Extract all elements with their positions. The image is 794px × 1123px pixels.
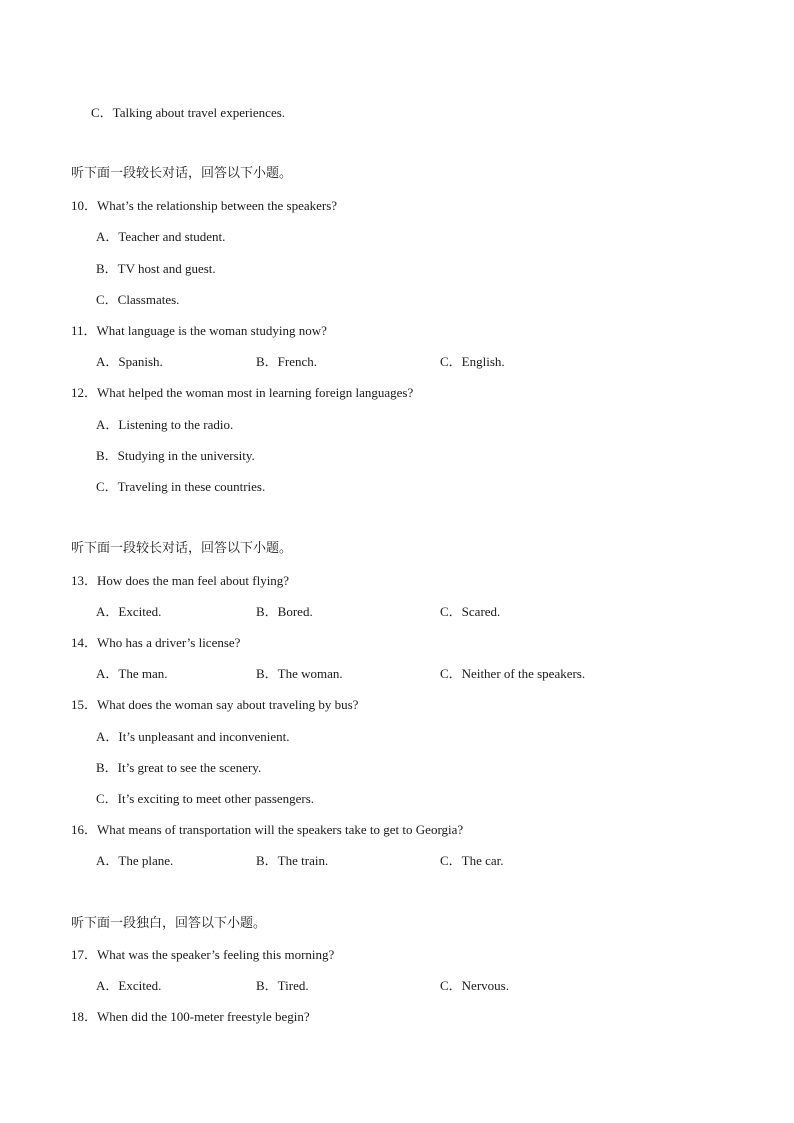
option-b: B．Studying in the university.: [96, 448, 255, 463]
option-a: A．Excited.: [96, 604, 162, 619]
stray-option: C．Talking about travel experiences.: [91, 105, 286, 120]
question-17: [71, 947, 334, 963]
option-b: B．French.: [256, 354, 318, 369]
question-text: What language is the woman studying now?: [96, 323, 327, 338]
option-b: B．The woman.: [256, 666, 343, 681]
section-heading: 听下面一段较长对话，回答以下小题。: [71, 541, 293, 556]
question-text: What helped the woman most in learning foreign languages?: [97, 385, 414, 400]
question-text: What means of transportation will the speakers take to get to Georgia?: [97, 822, 464, 837]
option-b: B．TV host and guest.: [96, 261, 216, 276]
question-number: 17．: [71, 947, 98, 962]
question-number: 16．: [71, 822, 98, 837]
option-c: C．English.: [440, 354, 505, 369]
option-a: A．It’s unpleasant and inconvenient.: [96, 729, 290, 744]
question-10: [71, 198, 337, 214]
option-b: B．Tired.: [256, 978, 309, 993]
option-b: B．The train.: [256, 853, 329, 868]
option-c: C．The car.: [440, 853, 504, 868]
question-text: How does the man feel about flying?: [97, 573, 290, 588]
option-a: A．Teacher and student.: [96, 229, 226, 244]
question-16: [71, 822, 463, 838]
question-number: 10．: [71, 198, 98, 213]
option-b: B．It’s great to see the scenery.: [96, 760, 262, 775]
option-b: B．Bored.: [256, 604, 313, 619]
question-13: [71, 573, 289, 589]
question-15: [71, 697, 358, 713]
question-number: 14．: [71, 635, 98, 650]
option-c: C．Neither of the speakers.: [440, 666, 586, 681]
section-heading: 听下面一段较长对话，回答以下小题。: [71, 166, 293, 181]
question-text: What does the woman say about traveling by bus?: [97, 697, 359, 712]
question-number: 13．: [71, 573, 98, 588]
question-number: 18．: [71, 1009, 98, 1024]
option-a: A．Excited.: [96, 978, 162, 993]
option-c: C．Scared.: [440, 604, 501, 619]
question-14: [71, 635, 240, 651]
question-text: Who has a driver’s license?: [97, 635, 241, 650]
question-12: [71, 385, 413, 401]
section-heading: 听下面一段独白，回答以下小题。: [71, 916, 267, 931]
question-18: [71, 1009, 310, 1025]
question-text: When did the 100-meter freestyle begin?: [97, 1009, 310, 1024]
option-c: C．It’s exciting to meet other passengers.: [96, 791, 315, 806]
question-text: What was the speaker’s feeling this morning?: [97, 947, 335, 962]
option-c: C．Traveling in these countries.: [96, 479, 266, 494]
option-c: C．Nervous.: [440, 978, 509, 993]
question-number: 12．: [71, 385, 98, 400]
question-text: What’s the relationship between the speakers?: [97, 198, 338, 213]
question-11: [71, 323, 327, 339]
question-number: 15．: [71, 697, 98, 712]
option-a: A．Listening to the radio.: [96, 417, 234, 432]
option-a: A．Spanish.: [96, 354, 163, 369]
option-c: C．Classmates.: [96, 292, 180, 307]
option-a: A．The man.: [96, 666, 168, 681]
question-number: 11．: [71, 323, 97, 338]
option-a: A．The plane.: [96, 853, 174, 868]
